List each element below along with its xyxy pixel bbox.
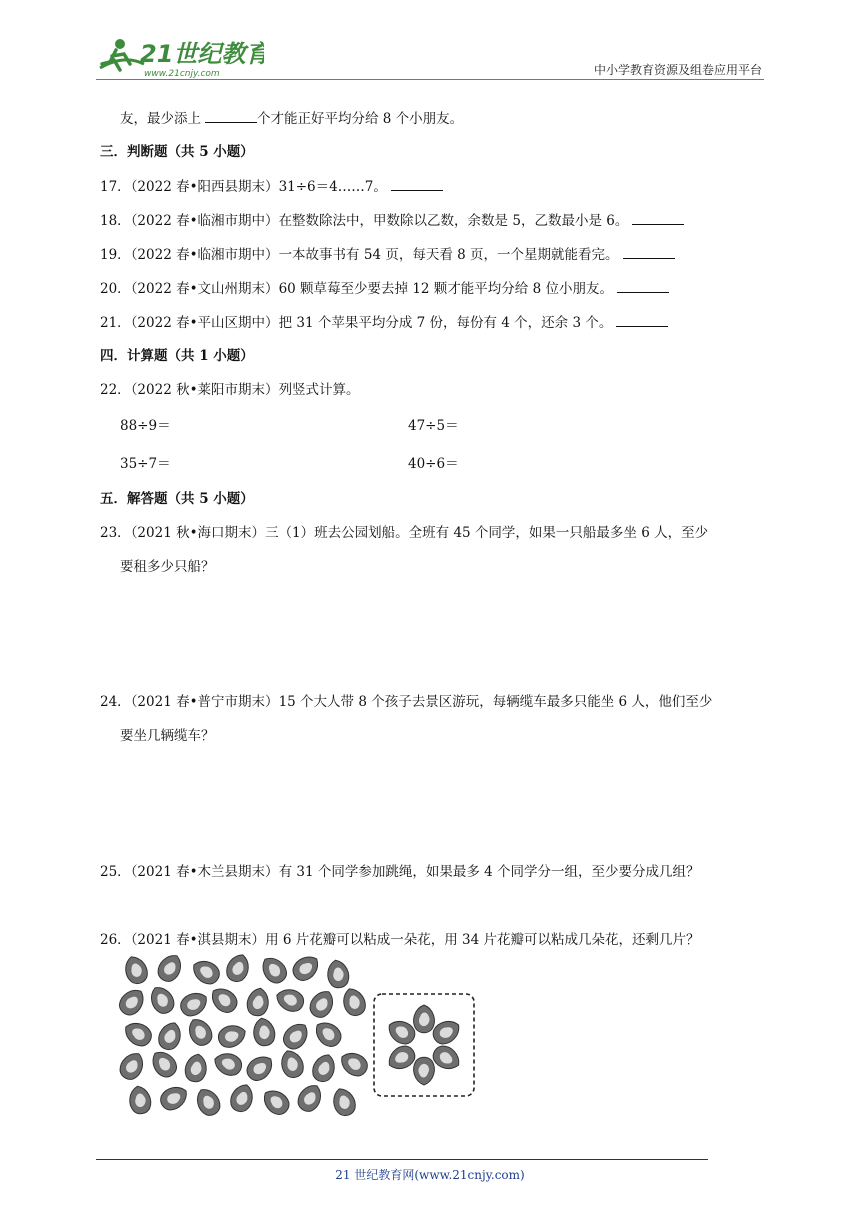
petal-icon <box>184 1015 216 1049</box>
petal-icon <box>156 1019 185 1052</box>
question-number: 26． <box>100 932 131 948</box>
petal-icon <box>306 987 338 1021</box>
question-number: 23． <box>100 525 131 541</box>
petal-icon <box>294 1081 326 1115</box>
answer-blank[interactable] <box>616 314 668 327</box>
site-logo <box>94 34 264 80</box>
question-number: 25． <box>100 864 131 880</box>
petal-icon <box>245 986 270 1017</box>
footer-divider <box>96 1159 708 1160</box>
logo-url: www.21cnjy.com <box>144 69 220 79</box>
question-22 <box>100 378 360 398</box>
section-title-answer: 五．解答题（共 5 小题） <box>100 491 254 507</box>
question-21 <box>100 311 668 331</box>
question-number: 22． <box>100 382 131 398</box>
petal-icon <box>157 1082 191 1114</box>
q16-text-part2: 个才能正好平均分给 8 个小朋友。 <box>257 111 464 127</box>
petal-icon <box>228 1081 257 1114</box>
q16-text-part1: 友，最少添上 <box>120 111 201 127</box>
question-number: 20． <box>100 281 131 297</box>
question-source: （2022 秋•莱阳市期末） <box>130 382 279 398</box>
footer-text: 21 世纪教育网(www.21cnjy.com) <box>335 1168 525 1182</box>
question-text: 把 31 个苹果平均分成 7 份，每份有 4 个，还余 3 个。 <box>278 315 613 331</box>
question-text: 用 6 片花瓣可以粘成一朵花，用 34 片花瓣可以粘成几朵花，还剩几片？ <box>265 932 700 948</box>
question-20 <box>100 277 669 297</box>
section-title-judge: 三．判断题（共 5 小题） <box>100 144 254 160</box>
question-text: 三（1）班去公园划船。全班有 45 个同学，如果一只船最多坐 6 人，至少 <box>265 525 709 541</box>
header-divider <box>96 79 764 80</box>
question-text: 在整数除法中，甲数除以乙数，余数是 5，乙数最小是 6。 <box>278 213 629 229</box>
petal-icon <box>310 1051 339 1084</box>
question-25 <box>100 860 700 880</box>
question-text: 有 31 个同学参加跳绳，如果最多 4 个同学分一组，至少要分成几组？ <box>278 864 700 880</box>
question-source: （2021 春•普宁市期末） <box>130 694 279 710</box>
question-19 <box>100 243 675 263</box>
question-number: 19． <box>100 247 131 263</box>
petal-icon <box>339 985 368 1018</box>
petal-icon <box>243 1051 278 1085</box>
question-source: （2022 春•临湘市期中） <box>130 213 279 229</box>
petal-icon <box>325 958 350 989</box>
question-source: （2021 春•淇县期末） <box>130 932 266 948</box>
petal-icon <box>121 1018 155 1050</box>
petal-icon <box>211 1049 244 1078</box>
question-number: 18． <box>100 213 131 229</box>
question-source: （2022 春•文山州期末） <box>130 281 279 297</box>
petal-icon <box>154 954 186 985</box>
petal-icon <box>279 1019 313 1054</box>
calc-item-4: 40÷6＝ <box>408 456 459 472</box>
petal-icon <box>337 1048 371 1080</box>
question-text: 列竖式计算。 <box>278 382 360 398</box>
question-number: 21． <box>100 315 131 331</box>
question-source: （2021 春•木兰县期末） <box>130 864 279 880</box>
question-26 <box>100 928 700 948</box>
answer-blank[interactable] <box>623 246 675 259</box>
loose-petals <box>118 954 371 1119</box>
question-24 <box>100 690 712 710</box>
question-text: 15 个大人带 8 个孩子去景区游玩，每辆缆车最多只能坐 6 人，他们至少 <box>278 694 713 710</box>
q16-continuation <box>120 107 463 127</box>
petal-icon <box>224 954 253 984</box>
question-number: 24． <box>100 694 131 710</box>
answer-blank[interactable] <box>617 280 669 293</box>
petal-icon <box>118 1049 148 1083</box>
question-source: （2022 春•平山区期中） <box>130 315 279 331</box>
petal-icon <box>289 954 324 985</box>
question-source: （2021 秋•海口期末） <box>130 525 266 541</box>
petal-icon <box>259 1085 294 1119</box>
petal-icon <box>183 1052 208 1083</box>
petal-icon <box>192 1085 224 1119</box>
answer-blank[interactable] <box>391 178 443 191</box>
question-number: 17． <box>100 179 131 195</box>
petal-icon <box>216 1021 249 1050</box>
petal-icon <box>189 956 223 988</box>
petal-icon <box>127 1084 152 1115</box>
flower-petal-icon <box>414 1005 435 1033</box>
petal-icon <box>329 1085 358 1118</box>
question-18 <box>100 209 684 229</box>
answer-blank[interactable] <box>632 212 684 225</box>
question-text: 60 颗草莓至少要去掉 12 颗才能平均分给 8 位小朋友。 <box>278 281 613 297</box>
runner-logo-icon <box>94 34 264 80</box>
question-23-line2: 要租多少只船？ <box>120 559 215 575</box>
logo-text: 21世纪教育 <box>140 40 264 68</box>
petals-illustration <box>118 954 488 1133</box>
petal-icon <box>251 1016 276 1047</box>
calc-item-1: 88÷9＝ <box>120 418 171 434</box>
question-23 <box>100 521 708 541</box>
platform-name: 中小学教育资源及组卷应用平台 <box>593 63 762 77</box>
question-text: 一本故事书有 54 页，每天看 8 页，一个星期就能看完。 <box>278 247 619 263</box>
petal-icon <box>121 954 150 986</box>
petal-icon <box>277 1047 306 1080</box>
petal-icon <box>207 983 242 1017</box>
petal-icon <box>311 1017 346 1051</box>
petal-icon <box>146 983 178 1017</box>
petals-figure <box>118 954 488 1129</box>
question-24-line2: 要坐几辆缆车？ <box>120 728 215 744</box>
flower-petal-icon <box>414 1057 435 1085</box>
question-source: （2022 春•阳西县期末） <box>130 179 279 195</box>
question-17 <box>100 175 443 195</box>
petal-icon <box>273 985 306 1014</box>
petal-icon <box>177 988 211 1020</box>
answer-blank[interactable] <box>205 110 257 123</box>
petal-icon <box>257 954 291 987</box>
calc-item-2: 47÷5＝ <box>408 418 459 434</box>
question-text: 31÷6＝4……7。 <box>278 179 387 195</box>
section-title-calc: 四．计算题（共 1 小题） <box>100 348 254 364</box>
question-source: （2022 春•临湘市期中） <box>130 247 279 263</box>
example-flower <box>384 1005 464 1085</box>
petal-icon <box>118 985 149 1020</box>
petal-icon <box>147 1047 181 1082</box>
calc-item-3: 35÷7＝ <box>120 456 171 472</box>
